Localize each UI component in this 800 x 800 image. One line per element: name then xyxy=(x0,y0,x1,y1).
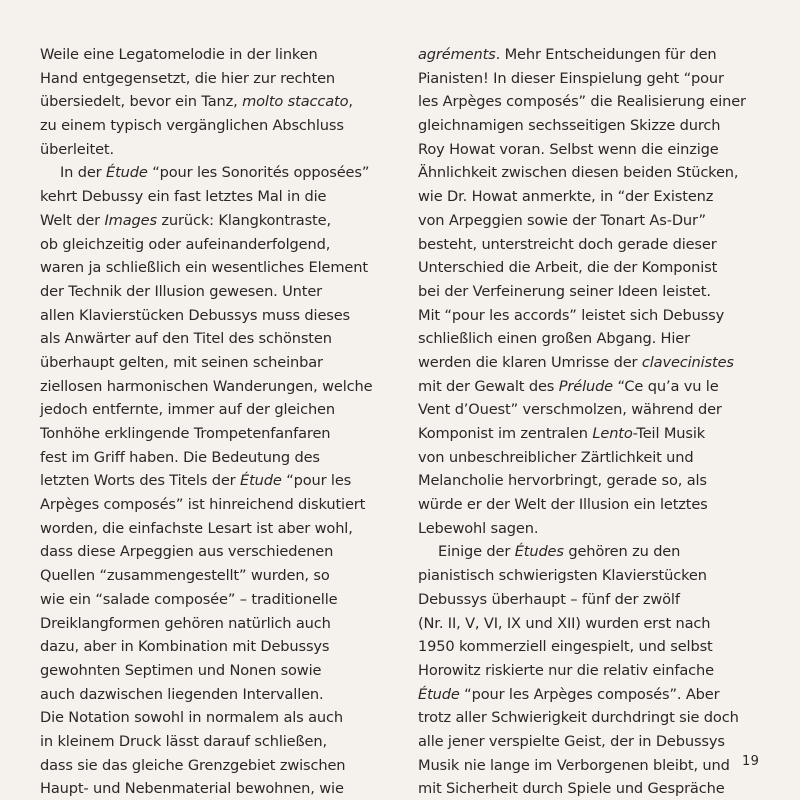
text-segment: dass diese Arpeggien aus verschiedenen xyxy=(40,543,334,561)
text-segment: auch dazwischen liegenden Intervallen. xyxy=(40,685,324,703)
text-line xyxy=(418,683,763,707)
text-segment: Horowitz riskierte nur die relativ einfache xyxy=(418,661,714,679)
text-segment: les Arpèges composés” die Realisierung einer xyxy=(418,93,746,111)
text-line xyxy=(40,185,385,209)
text-line xyxy=(40,730,385,754)
text-line xyxy=(418,540,763,564)
text-line xyxy=(418,67,763,91)
text-line xyxy=(40,493,385,517)
text-segment: trotz aller Schwierigkeit durchdringt sie doch xyxy=(418,709,739,727)
text-line xyxy=(418,777,763,800)
text-line xyxy=(40,375,385,399)
text-line xyxy=(418,588,763,612)
text-line xyxy=(418,138,763,162)
text-segment: Arpèges composés” ist hinreichend diskutiert xyxy=(40,496,366,514)
text-segment: schließlich einen großen Abgang. Hier xyxy=(418,330,690,348)
text-line xyxy=(418,469,763,493)
text-segment: Komponist im zentralen xyxy=(418,425,593,442)
text-line xyxy=(418,659,763,683)
text-segment: wie ein “salade composée” – traditionelle xyxy=(40,590,338,608)
text-line xyxy=(418,43,763,67)
text-segment: Haupt- und Nebenmaterial bewohnen, wie xyxy=(40,780,344,798)
italic-text: molto staccato xyxy=(242,93,349,111)
text-line xyxy=(418,398,763,422)
text-segment: “pour les Arpèges composés”. Aber xyxy=(459,685,720,703)
text-line xyxy=(40,327,385,351)
text-segment: Debussys überhaupt – fünf der zwölf xyxy=(418,590,680,608)
text-line xyxy=(418,256,763,280)
text-segment: übersiedelt, bevor ein Tanz, xyxy=(40,93,243,111)
text-segment: -Teil Musik xyxy=(632,425,706,442)
text-segment: jedoch entfernte, immer auf der gleichen xyxy=(40,401,335,419)
text-segment: werden die klaren Umrisse der xyxy=(418,353,642,371)
text-segment: der Technik der Illusion gewesen. Unter xyxy=(40,282,323,300)
text-line xyxy=(40,659,385,683)
italic-text: Lento xyxy=(592,425,633,442)
text-line xyxy=(40,209,385,233)
text-segment: Mit “pour les accords” leistet sich Debussy xyxy=(418,306,725,324)
text-segment: gleichnamigen sechsseitigen Skizze durch xyxy=(418,117,721,135)
text-line xyxy=(418,327,763,351)
text-segment: Pianisten! In dieser Einspielung geht “pour xyxy=(418,69,724,87)
text-line xyxy=(40,233,385,257)
text-segment: würde er der Welt der Illusion ein letztes xyxy=(418,496,708,514)
text-segment: , xyxy=(348,93,353,111)
text-segment: “Ce qu’a vu le xyxy=(613,377,719,395)
italic-text: Étude xyxy=(418,685,460,703)
text-segment: “pour les xyxy=(281,472,352,490)
text-segment: alle jener verspielte Geist, der in Debussys xyxy=(418,732,725,750)
text-segment: fest im Griff haben. Die Bedeutung des xyxy=(40,448,320,466)
text-segment: Welt der xyxy=(40,211,105,229)
text-line xyxy=(418,706,763,730)
text-segment: kehrt Debussy ein fast letztes Mal in die xyxy=(40,188,327,206)
text-segment: . Mehr Entscheidungen für den xyxy=(495,46,717,63)
text-segment: gewohnten Septimen und Nonen sowie xyxy=(40,661,322,679)
text-line xyxy=(40,161,385,185)
text-line xyxy=(418,280,763,304)
text-segment: Quellen “zusammengestellt” wurden, so xyxy=(40,567,330,585)
italic-text: clavecinistes xyxy=(641,353,734,371)
text-line xyxy=(40,635,385,659)
text-line xyxy=(40,588,385,612)
text-segment: 1950 kommerziell eingespielt, und selbst xyxy=(418,638,713,656)
text-segment: gehören zu den xyxy=(563,543,681,561)
text-segment: Hand entgegensetzt, die hier zur rechten xyxy=(40,69,336,87)
italic-text: Prélude xyxy=(558,377,614,395)
text-line xyxy=(40,43,385,67)
right-text-column xyxy=(418,43,763,800)
text-line xyxy=(40,612,385,636)
text-line xyxy=(40,517,385,541)
text-line xyxy=(418,185,763,209)
text-segment: Musik nie lange im Verborgenen bleibt, und xyxy=(418,756,730,774)
text-segment: Dreiklangformen gehören natürlich auch xyxy=(40,614,331,632)
text-segment: zu einem typisch vergänglichen Abschluss xyxy=(40,117,344,135)
text-line xyxy=(418,564,763,588)
text-segment: mit Sicherheit durch Spiele und Gespräche xyxy=(418,780,725,798)
text-line xyxy=(40,469,385,493)
text-line xyxy=(418,304,763,328)
text-line xyxy=(418,375,763,399)
text-line xyxy=(40,304,385,328)
text-line xyxy=(40,67,385,91)
italic-text: Images xyxy=(104,211,157,229)
text-line xyxy=(40,446,385,470)
text-segment: von Arpeggien sowie der Tonart As-Dur” xyxy=(418,211,706,229)
italic-text: Étude xyxy=(106,164,148,182)
text-segment: Tonhöhe erklingende Trompetenfanfaren xyxy=(40,425,331,442)
text-segment: zurück: Klangkontraste, xyxy=(156,211,331,229)
text-line xyxy=(418,612,763,636)
text-line xyxy=(418,114,763,138)
text-line xyxy=(418,730,763,754)
text-line xyxy=(418,422,763,446)
text-segment: letzten Worts des Titels der xyxy=(40,472,241,490)
text-segment: Roy Howat voran. Selbst wenn die einzige xyxy=(418,140,719,158)
text-segment: Ähnlichkeit zwischen diesen beiden Stücken, xyxy=(418,164,739,182)
text-line xyxy=(40,351,385,375)
text-line xyxy=(418,351,763,375)
left-text-column xyxy=(40,43,385,800)
text-line xyxy=(40,706,385,730)
text-line xyxy=(418,493,763,517)
text-segment: ziellosen harmonischen Wanderungen, welche xyxy=(40,377,373,395)
text-segment: pianistisch schwierigsten Klavierstücken xyxy=(418,567,707,585)
text-line xyxy=(418,517,763,541)
text-segment: Lebewohl sagen. xyxy=(418,519,539,537)
italic-text: Études xyxy=(514,543,564,561)
text-segment: dazu, aber in Kombination mit Debussys xyxy=(40,638,330,656)
text-line xyxy=(418,233,763,257)
page-number: 19 xyxy=(742,754,760,769)
text-segment: dass sie das gleiche Grenzgebiet zwischen xyxy=(40,756,346,774)
text-segment: “pour les Sonorités opposées” xyxy=(147,164,370,182)
text-line xyxy=(418,90,763,114)
text-segment: bei der Verfeinerung seiner Ideen leistet. xyxy=(418,282,711,300)
text-line xyxy=(40,564,385,588)
text-segment: Unterschied die Arbeit, die der Komponist xyxy=(418,259,718,277)
text-segment: überhaupt gelten, mit seinen scheinbar xyxy=(40,353,323,371)
text-segment: als Anwärter auf den Titel des schönsten xyxy=(40,330,332,348)
text-segment: Einige der xyxy=(438,543,515,561)
text-segment: Vent d’Ouest” verschmolzen, während der xyxy=(418,401,722,419)
text-line xyxy=(40,540,385,564)
text-segment: wie Dr. Howat anmerkte, in “der Existenz xyxy=(418,188,714,206)
text-line xyxy=(418,635,763,659)
text-segment: mit der Gewalt des xyxy=(418,377,559,395)
text-line xyxy=(418,161,763,185)
text-line xyxy=(40,777,385,800)
italic-text: Étude xyxy=(240,472,282,490)
text-segment: Die Notation sowohl in normalem als auch xyxy=(40,709,343,727)
text-segment: ob gleichzeitig oder aufeinanderfolgend, xyxy=(40,235,331,253)
text-segment: Melancholie hervorbringt, gerade so, als xyxy=(418,472,707,490)
text-line xyxy=(40,256,385,280)
text-line xyxy=(40,754,385,778)
text-segment: waren ja schließlich ein wesentliches Element xyxy=(40,259,368,277)
text-line xyxy=(40,422,385,446)
text-segment: in kleinem Druck lässt darauf schließen, xyxy=(40,732,327,750)
text-segment: allen Klavierstücken Debussys muss dieses xyxy=(40,306,351,324)
text-line xyxy=(40,398,385,422)
text-segment: überleitet. xyxy=(40,140,114,158)
italic-text: agréments xyxy=(418,46,496,63)
text-segment: von unbeschreiblicher Zärtlichkeit und xyxy=(418,448,694,466)
text-segment: worden, die einfachste Lesart ist aber wohl, xyxy=(40,519,353,537)
text-line xyxy=(40,114,385,138)
text-line xyxy=(40,683,385,707)
text-line xyxy=(40,138,385,162)
text-segment: In der xyxy=(60,164,107,182)
text-segment: besteht, unterstreicht doch gerade dieser xyxy=(418,235,717,253)
text-segment: (Nr. II, V, VI, IX und XII) wurden erst nach xyxy=(418,614,711,632)
text-line xyxy=(418,209,763,233)
text-line xyxy=(40,280,385,304)
text-line xyxy=(418,754,763,778)
text-segment: Weile eine Legatomelodie in der linken xyxy=(40,46,318,63)
text-line xyxy=(40,90,385,114)
text-line xyxy=(418,446,763,470)
